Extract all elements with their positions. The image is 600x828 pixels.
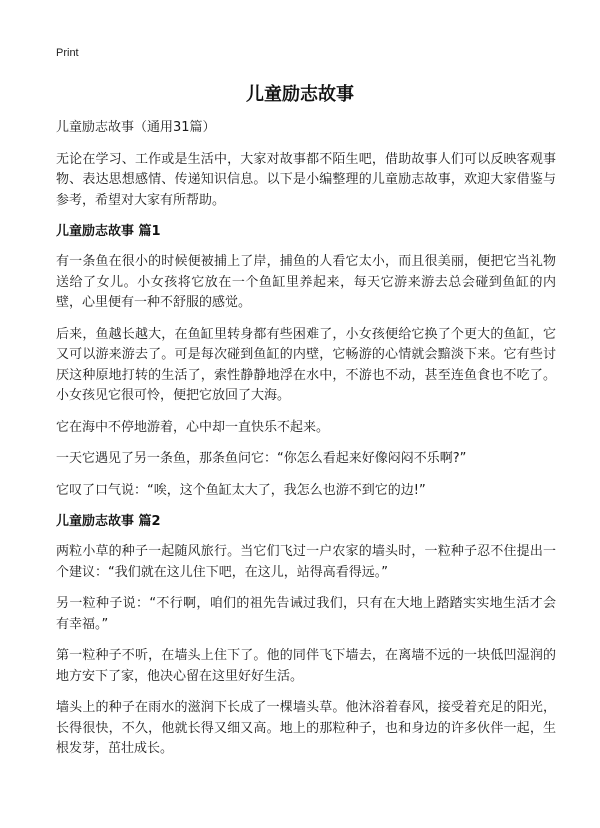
paragraph: 第一粒种子不听，在墙头上住下了。他的同伴飞下墙去，在离墙不远的一块低凹湿润的地方安下了家，他决心留在这里好好生活。 <box>56 648 556 684</box>
section-heading-1: 儿童励志故事 篇1 <box>56 224 161 239</box>
section-heading-2: 儿童励志故事 篇2 <box>56 514 161 529</box>
paragraph: 它叹了口气说：“唉，这个鱼缸太大了，我怎么也游不到它的边!” <box>56 482 426 498</box>
paragraph: 一天它遇见了另一条鱼，那条鱼问它：“你怎么看起来好像闷闷不乐啊?” <box>56 451 467 466</box>
paragraph: 另一粒种子说：“不行啊，咱们的祖先告诫过我们，只有在大地上踏踏实实地生活才会有幸福。” <box>56 596 556 632</box>
paragraph: 后来，鱼越长越大，在鱼缸里转身都有些困难了，小女孩便给它换了个更大的鱼缸，它又可以游来游去了。可是每次碰到鱼缸的内壁，它畅游的心情就会黯淡下来。它有些讨厌这种原地打转的生活了，索性静静地浮在水中，不游也不动，甚至连鱼食也不吃了。小女孩见它很可怜，便把它放回了大海。 <box>56 326 556 403</box>
paragraph: 两粒小草的种子一起随风旅行。当它们飞过一户农家的墙头时，一粒种子忍不住提出一个建议：“我们就在这儿住下吧，在这儿，站得高看得远。” <box>56 544 556 580</box>
intro-paragraph: 无论在学习、工作或是生活中，大家对故事都不陌生吧，借助故事人们可以反映客观事物、表达思想感情、传递知识信息。以下是小编整理的儿童励志故事，欢迎大家借鉴与参考，希望对大家有所帮助。 <box>56 151 556 208</box>
paragraph: 墙头上的种子在雨水的滋润下长成了一棵墙头草。他沐浴着春风，接受着充足的阳光，长得很快，不久，他就长得又细又高。地上的那粒种子，也和身边的许多伙伴一起，生根发芽，茁壮成长。 <box>56 700 556 756</box>
article-body <box>56 118 556 771</box>
paragraph: 它在海中不停地游着，心中却一直快乐不起来。 <box>56 419 330 435</box>
paragraph: 有一条鱼在很小的时候便被捕上了岸，捕鱼的人看它太小，而且很美丽，便把它当礼物送给了女儿。小女孩将它放在一个鱼缸里养起来，每天它游来游去总会碰到鱼缸的内壁，心里便有一种不舒服的感觉。 <box>56 254 556 310</box>
print-link[interactable]: Print <box>56 47 79 59</box>
article-subtitle: 儿童励志故事（通用31篇） <box>56 120 216 135</box>
page-title: 儿童励志故事 <box>246 84 354 105</box>
